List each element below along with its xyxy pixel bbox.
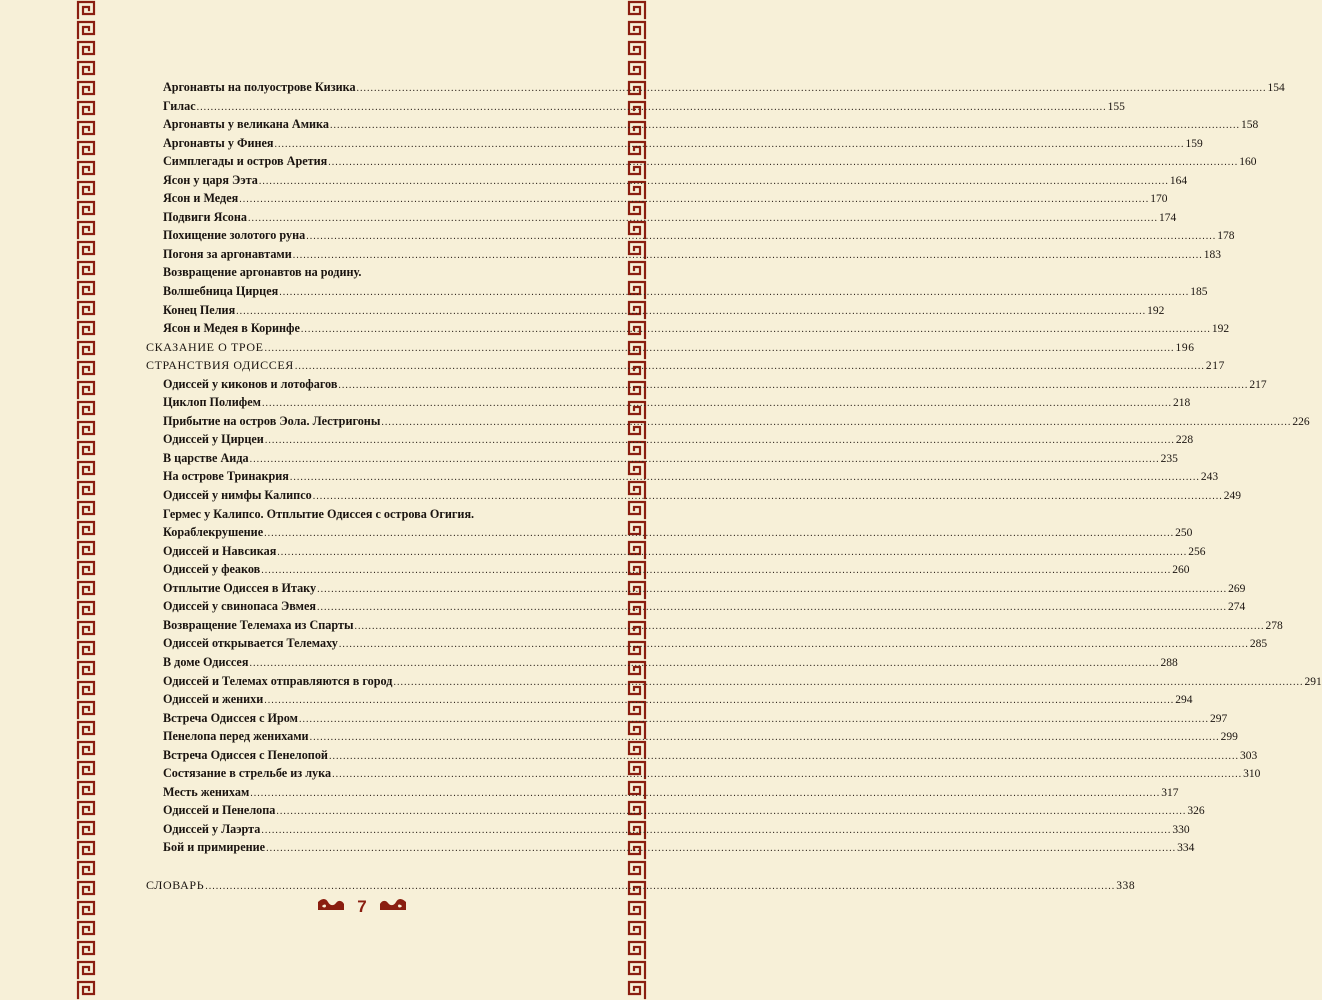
toc-dot-leader: .................................................................................................................................................................................................................................................................... xyxy=(261,824,1172,836)
toc-entry[interactable] xyxy=(146,505,563,524)
toc-entry-page: 250 xyxy=(1175,527,1193,540)
toc-entry-title: Отплытие Одиссея в Итаку xyxy=(163,580,317,595)
toc-entry-page: 170 xyxy=(1150,193,1168,206)
toc-dot-leader: .................................................................................................................................................................................................................................................................... xyxy=(264,342,1175,354)
toc-entry-page: 218 xyxy=(1172,397,1191,410)
toc-entry-page: 288 xyxy=(1160,656,1178,669)
toc-entry-page: 164 xyxy=(1169,174,1188,187)
toc-entry[interactable] xyxy=(146,709,1228,728)
toc-dot-leader: .................................................................................................................................................................................................................................................................... xyxy=(289,472,1200,484)
toc-entry-title: Одиссей и Навсикая xyxy=(163,543,277,558)
toc-entry[interactable] xyxy=(146,467,1219,486)
toc-entry[interactable] xyxy=(146,727,1238,746)
toc-entry[interactable] xyxy=(146,523,1193,542)
toc-entry-page: 174 xyxy=(1159,211,1177,224)
toc-entry-page: 294 xyxy=(1175,694,1193,707)
toc-entry-title: Аргонавты на полуострове Кизика xyxy=(163,80,356,94)
toc-entry-title: Гермес у Калипсо. Отплытие Одиссея с острова Огигия. xyxy=(163,506,475,521)
toc-entry[interactable] xyxy=(146,189,1168,208)
toc-entry-page: 155 xyxy=(1107,100,1125,113)
toc-entry-title: Состязание в стрельбе из лука xyxy=(163,766,332,781)
wave-scroll-right-icon xyxy=(378,898,408,917)
toc-dot-leader: .................................................................................................................................................................................................................................................................... xyxy=(317,583,1228,595)
toc-dot-leader: .................................................................................................................................................................................................................................................................... xyxy=(261,398,1172,410)
toc-entry-title: Подвиги Ясона xyxy=(163,209,248,224)
toc-dot-leader: .................................................................................................................................................................................................................................................................... xyxy=(298,713,1209,725)
toc-entry-page: 285 xyxy=(1249,638,1268,651)
toc-dot-leader: .................................................................................................................................................................................................................................................................... xyxy=(312,491,1223,503)
toc-entry-title: СТРАНСТВИЯ ОДИССЕЯ xyxy=(146,358,294,373)
toc-dot-leader: .................................................................................................................................................................................................................................................................... xyxy=(328,157,1239,169)
toc-entry-page: 192 xyxy=(1211,323,1230,336)
toc-section-entry[interactable] xyxy=(146,338,1195,357)
toc-entry-page: 260 xyxy=(1172,564,1190,577)
toc-dot-leader: .................................................................................................................................................................................................................................................................... xyxy=(264,528,1175,540)
toc-entry-title: Конец Пелия xyxy=(163,302,236,317)
table-of-contents xyxy=(146,78,1322,895)
toc-dot-leader: .................................................................................................................................................................................................................................................................... xyxy=(381,416,1292,428)
toc-entry[interactable] xyxy=(146,319,1230,338)
toc-entry-title: Гилас xyxy=(163,98,196,113)
toc-entry-title: Симплегады и остров Аретия xyxy=(163,154,328,169)
toc-entry-title: Прибытие на остров Эола. Лестригоны xyxy=(163,413,381,428)
toc-entry-page: 317 xyxy=(1161,786,1179,799)
toc-entry-title: Аргонавты у великана Амика xyxy=(163,117,329,132)
toc-dot-leader: .................................................................................................................................................................................................................................................................... xyxy=(294,361,1205,373)
toc-entry-page: 249 xyxy=(1223,490,1241,503)
toc-dot-leader: .................................................................................................................................................................................................................................................................... xyxy=(300,324,1211,336)
toc-entry[interactable] xyxy=(146,820,1190,839)
toc-dot-leader: .................................................................................................................................................................................................................................................................... xyxy=(264,435,1175,447)
toc-entry-title: Одиссей и Телемах отправляются в город xyxy=(163,673,393,688)
toc-entry-title: Похищение золотого руна xyxy=(163,228,306,243)
toc-entry-page: 278 xyxy=(1265,619,1283,632)
toc-dot-leader: .................................................................................................................................................................................................................................................................... xyxy=(393,676,1304,688)
toc-dot-leader: .................................................................................................................................................................................................................................................................... xyxy=(356,83,1267,94)
toc-entry[interactable] xyxy=(146,393,1191,412)
toc-entry-title: СЛОВАРЬ xyxy=(146,877,205,892)
toc-entry-title: Одиссей у нимфы Калипсо xyxy=(163,488,312,503)
greek-key-border-left xyxy=(76,0,96,1000)
toc-entry-title: Одиссей у Цирцеи xyxy=(163,432,264,447)
toc-section-entry[interactable] xyxy=(146,876,1136,895)
toc-entry-title: Месть женихам xyxy=(163,784,250,799)
toc-entry-page: 217 xyxy=(1205,360,1225,373)
toc-spacer xyxy=(146,857,563,876)
toc-entry-page: 185 xyxy=(1190,286,1208,299)
toc-entry-title: Бой и примирение xyxy=(163,840,266,855)
toc-entry-title: Одиссей у феаков xyxy=(163,562,261,577)
toc-entry[interactable] xyxy=(146,597,1246,616)
toc-dot-leader: .................................................................................................................................................................................................................................................................... xyxy=(250,787,1161,799)
toc-entry-title: В доме Одиссея xyxy=(163,654,249,669)
toc-dot-leader: .................................................................................................................................................................................................................................................................... xyxy=(205,880,1116,892)
toc-entry-page: 226 xyxy=(1292,415,1310,428)
toc-entry-page: 154 xyxy=(1267,82,1285,94)
toc-dot-leader: .................................................................................................................................................................................................................................................................... xyxy=(258,175,1169,187)
toc-entry[interactable] xyxy=(146,653,1178,672)
toc-dot-leader: .................................................................................................................................................................................................................................................................... xyxy=(330,120,1240,132)
toc-entry[interactable] xyxy=(146,764,1261,783)
toc-entry-page: 243 xyxy=(1200,471,1219,484)
toc-entry[interactable] xyxy=(146,245,1221,264)
toc-dot-leader: .................................................................................................................................................................................................................................................................... xyxy=(338,379,1249,391)
toc-entry-title: Одиссей открывается Телемаху xyxy=(163,636,338,651)
toc-entry[interactable] xyxy=(146,542,1206,561)
toc-entry-page: 178 xyxy=(1217,230,1235,243)
toc-entry-title: Погоня за аргонавтами xyxy=(163,246,292,261)
toc-entry-title: Одиссей и женихи xyxy=(163,692,264,707)
toc-entry-title: Ясон и Медея xyxy=(163,191,239,206)
toc-entry-page: 291 xyxy=(1304,675,1322,688)
toc-entry-title: Одиссей у свинопаса Эвмея xyxy=(163,599,316,614)
toc-entry-page: 217 xyxy=(1249,378,1267,391)
toc-dot-leader: .................................................................................................................................................................................................................................................................... xyxy=(316,602,1227,614)
toc-dot-leader: .................................................................................................................................................................................................................................................................... xyxy=(277,546,1188,558)
toc-entry-page: 338 xyxy=(1116,879,1136,892)
toc-entry-page: 183 xyxy=(1203,248,1221,261)
toc-dot-leader: .................................................................................................................................................................................................................................................................... xyxy=(264,695,1175,707)
toc-entry-page: 158 xyxy=(1241,119,1259,132)
toc-entry[interactable] xyxy=(146,301,1165,320)
toc-entry-title: Возвращение аргонавтов на родину. xyxy=(163,265,362,280)
toc-entry[interactable] xyxy=(146,616,1283,635)
toc-dot-leader: .................................................................................................................................................................................................................................................................... xyxy=(249,657,1160,669)
toc-entry[interactable] xyxy=(146,134,1203,153)
toc-entry-page: 299 xyxy=(1220,731,1238,744)
toc-entry-page: 310 xyxy=(1243,768,1261,781)
toc-entry-title: Циклоп Полифем xyxy=(163,395,261,410)
toc-entry-title: Одиссей и Пенелопа xyxy=(163,803,276,818)
toc-entry-title: Аргонавты у Финея xyxy=(163,135,274,150)
toc-entry-page: 303 xyxy=(1239,749,1258,762)
toc-entry-title: Одиссей у Лаэрта xyxy=(163,821,261,836)
toc-entry-page: 330 xyxy=(1172,823,1190,836)
toc-dot-leader: .................................................................................................................................................................................................................................................................... xyxy=(309,732,1220,744)
toc-entry-page: 274 xyxy=(1227,601,1246,614)
toc-dot-leader: .................................................................................................................................................................................................................................................................... xyxy=(274,138,1185,150)
toc-entry[interactable] xyxy=(146,783,1179,802)
toc-entry-page: 192 xyxy=(1147,304,1165,317)
toc-entry[interactable] xyxy=(146,486,1241,505)
toc-dot-leader: .................................................................................................................................................................................................................................................................... xyxy=(332,769,1243,781)
toc-dot-leader: .................................................................................................................................................................................................................................................................... xyxy=(292,249,1203,261)
toc-entry-page: 228 xyxy=(1175,434,1194,447)
toc-dot-leader: .................................................................................................................................................................................................................................................................... xyxy=(279,287,1190,299)
toc-entry-title: На острове Тринакрия xyxy=(163,469,289,484)
toc-entry[interactable] xyxy=(146,579,1246,598)
toc-dot-leader: .................................................................................................................................................................................................................................................................... xyxy=(276,806,1187,818)
toc-entry[interactable] xyxy=(146,78,1285,97)
toc-entry-page: 160 xyxy=(1239,156,1257,169)
toc-entry-title: СКАЗАНИЕ О ТРОЕ xyxy=(146,339,264,354)
toc-entry-title: Пенелопа перед женихами xyxy=(163,729,309,744)
toc-entry[interactable] xyxy=(146,634,1268,653)
toc-entry[interactable] xyxy=(146,430,1194,449)
toc-dot-leader: .................................................................................................................................................................................................................................................................... xyxy=(328,750,1239,762)
toc-entry-title: Встреча Одиссея с Пенелопой xyxy=(163,747,328,762)
toc-entry-title: Ясон у царя Ээта xyxy=(163,172,258,187)
toc-entry[interactable] xyxy=(146,263,563,282)
toc-entry[interactable] xyxy=(146,412,1310,431)
toc-section-entry[interactable] xyxy=(146,356,1225,375)
toc-entry[interactable] xyxy=(146,560,1190,579)
toc-dot-leader: .................................................................................................................................................................................................................................................................... xyxy=(196,101,1107,113)
toc-dot-leader: .................................................................................................................................................................................................................................................................... xyxy=(261,565,1172,577)
toc-entry[interactable] xyxy=(146,171,1188,190)
toc-entry-page: 196 xyxy=(1175,341,1195,354)
toc-entry[interactable] xyxy=(146,152,1257,171)
page-number: 7 xyxy=(357,897,367,916)
toc-entry-title: Одиссей у киконов и лотофагов xyxy=(163,376,338,391)
toc-dot-leader: .................................................................................................................................................................................................................................................................... xyxy=(239,194,1150,206)
toc-entry-page: 235 xyxy=(1160,452,1178,465)
toc-entry[interactable] xyxy=(146,801,1205,820)
toc-entry-title: Встреча Одиссея с Иром xyxy=(163,710,298,725)
toc-entry[interactable] xyxy=(146,282,1208,301)
toc-entry-page: 326 xyxy=(1187,805,1205,818)
toc-entry-page: 269 xyxy=(1228,582,1246,595)
toc-entry-title: Возвращение Телемаха из Спарты xyxy=(163,617,354,632)
toc-dot-leader: .................................................................................................................................................................................................................................................................... xyxy=(354,620,1265,632)
toc-dot-leader: .................................................................................................................................................................................................................................................................... xyxy=(338,639,1249,651)
toc-dot-leader: .................................................................................................................................................................................................................................................................... xyxy=(266,843,1177,855)
toc-entry-page: 159 xyxy=(1185,137,1203,150)
toc-entry[interactable] xyxy=(146,226,1235,245)
toc-entry[interactable] xyxy=(146,690,1193,709)
toc-entry[interactable] xyxy=(146,208,1177,227)
page-footer xyxy=(316,894,408,920)
toc-entry-title: Волшебница Цирцея xyxy=(163,284,279,299)
toc-entry-title: Кораблекрушение xyxy=(163,525,264,540)
toc-entry[interactable] xyxy=(146,838,1195,857)
toc-entry-page: 256 xyxy=(1188,545,1206,558)
toc-entry-title: Ясон и Медея в Коринфе xyxy=(163,321,300,336)
toc-entry[interactable] xyxy=(146,97,1125,116)
toc-entry[interactable] xyxy=(146,672,1322,691)
toc-dot-leader: .................................................................................................................................................................................................................................................................... xyxy=(248,212,1159,224)
toc-entry-title: В царстве Аида xyxy=(163,450,249,465)
toc-entry[interactable] xyxy=(146,375,1267,394)
toc-entry-page: 334 xyxy=(1177,842,1195,855)
toc-dot-leader: .................................................................................................................................................................................................................................................................... xyxy=(249,453,1160,465)
toc-dot-leader: .................................................................................................................................................................................................................................................................... xyxy=(306,231,1217,243)
toc-entry[interactable] xyxy=(146,746,1258,765)
toc-dot-leader: .................................................................................................................................................................................................................................................................... xyxy=(236,305,1147,317)
toc-entry[interactable] xyxy=(146,449,1178,468)
toc-entry-page: 297 xyxy=(1209,712,1228,725)
toc-entry[interactable] xyxy=(146,115,1259,134)
wave-scroll-left-icon xyxy=(316,898,346,917)
